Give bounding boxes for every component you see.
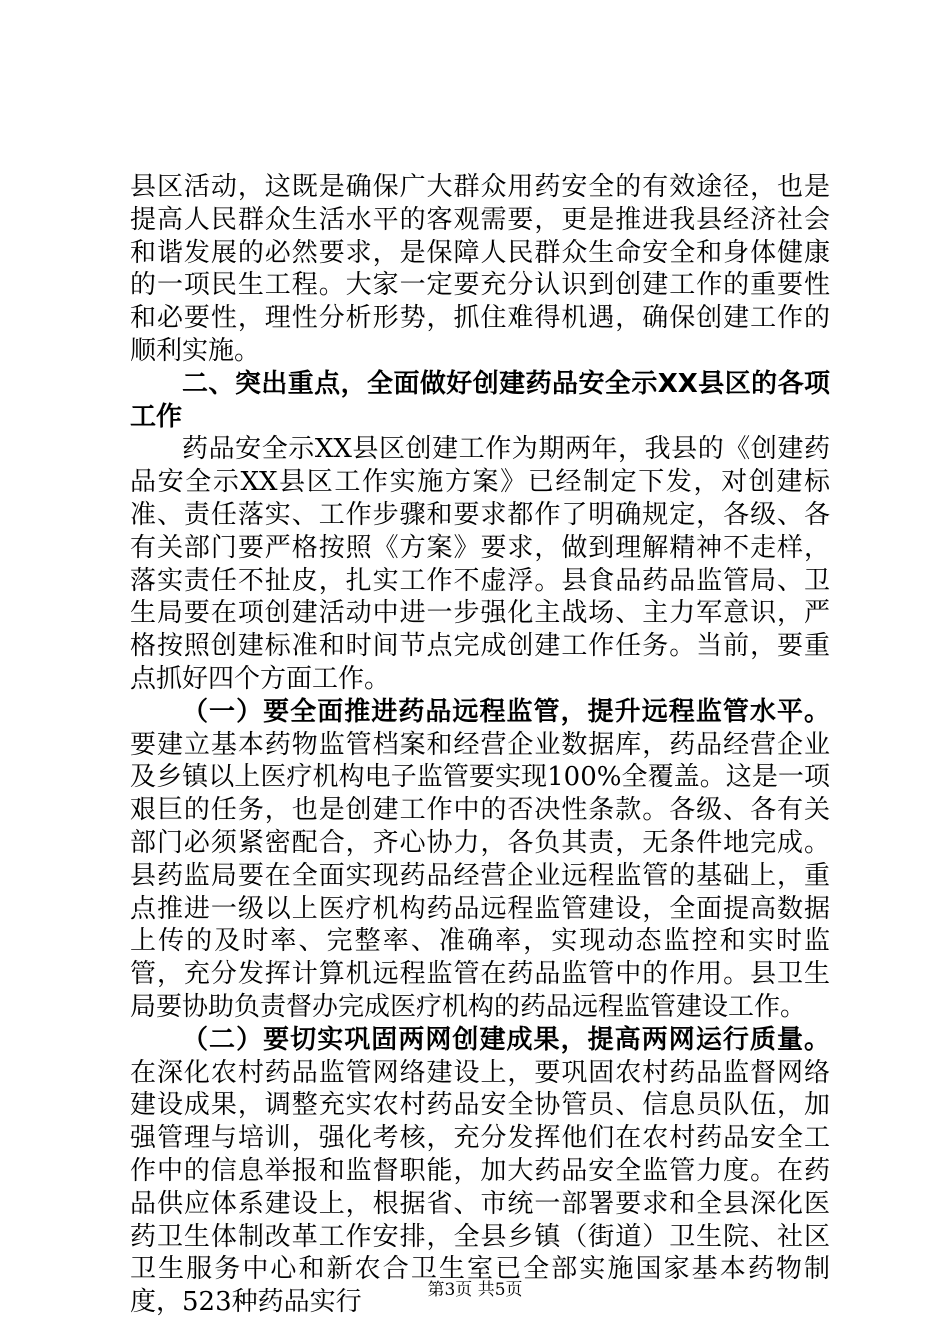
- page-footer: [0, 1279, 950, 1301]
- paragraph-item-one: [130, 696, 830, 1024]
- page-number-label: 第3页 共5页: [427, 1280, 523, 1300]
- item-one-body: 要建立基本药物监管档案和经营企业数据库，药品经营企业及乡镇以上医疗机构电子监管要实现100%全覆盖。这是一项艰巨的任务，也是创建工作中的否决性条款。各级、各有关部门必须紧密配合，齐心协力，各负其责，无条件地完成。县药监局要在全面实现药品经营企业远程监管的基础上，重点推进一级以上医疗机构药品远程监管建设，全面提高数据上传的及时率、完整率、准确率，实现动态监控和实时监管，充分发挥计算机远程监管在药品监管中的作用。县卫生局要协助负责督办完成医疗机构的药品远程监管建设工作。: [130, 729, 830, 1022]
- paragraph-continuation: 县区活动，这既是确保广大群众用药安全的有效途径，也是提高人民群众生活水平的客观需要，更是推进我县经济社会和谐发展的必然要求，是保障人民群众生命安全和身体健康的一项民生工程。大家一定要充分认识到创建工作的重要性和必要性，理性分析形势，抓住难得机遇，确保创建工作的顺利实施。: [130, 172, 830, 366]
- paragraph-item-two: [130, 1024, 830, 1319]
- item-one-lead: （一）要全面推进药品远程监管，提升远程监管水平。: [182, 696, 830, 727]
- document-body: [130, 171, 830, 1319]
- section-heading: 二、突出重点，全面做好创建药品安全示XX县区的各项工作: [130, 368, 830, 432]
- paragraph-section-intro: 药品安全示XX县区创建工作为期两年，我县的《创建药品安全示XX县区工作实施方案》已经制定下发，对创建标准、责任落实、工作步骤和要求都作了明确规定，各级、各有关部门要严格按照《方案》要求，做到理解精神不走样，落实责任不扯皮，扎实工作不虚浮。县食品药品监管局、卫生局要在项创建活动中进一步强化主战场、主力军意识，严格按照创建标准和时间节点完成创建工作任务。当前，要重点抓好四个方面工作。: [130, 434, 830, 694]
- item-two-lead: （二）要切实巩固两网创建成果，提高两网运行质量。: [182, 1024, 830, 1055]
- item-two-body: 在深化农村药品监管网络建设上，要巩固农村药品监督网络建设成果，调整充实农村药品安全协管员、信息员队伍，加强管理与培训，强化考核，充分发挥他们在农村药品安全工作中的信息举报和监督职能，加大药品安全监管力度。在药品供应体系建设上，根据省、市统一部署要求和全县深化医药卫生体制改革工作安排，全县乡镇（街道）卫生院、社区卫生服务中心和新农合卫生室已全部实施国家基本药物制度，523种药品实行: [130, 1057, 830, 1318]
